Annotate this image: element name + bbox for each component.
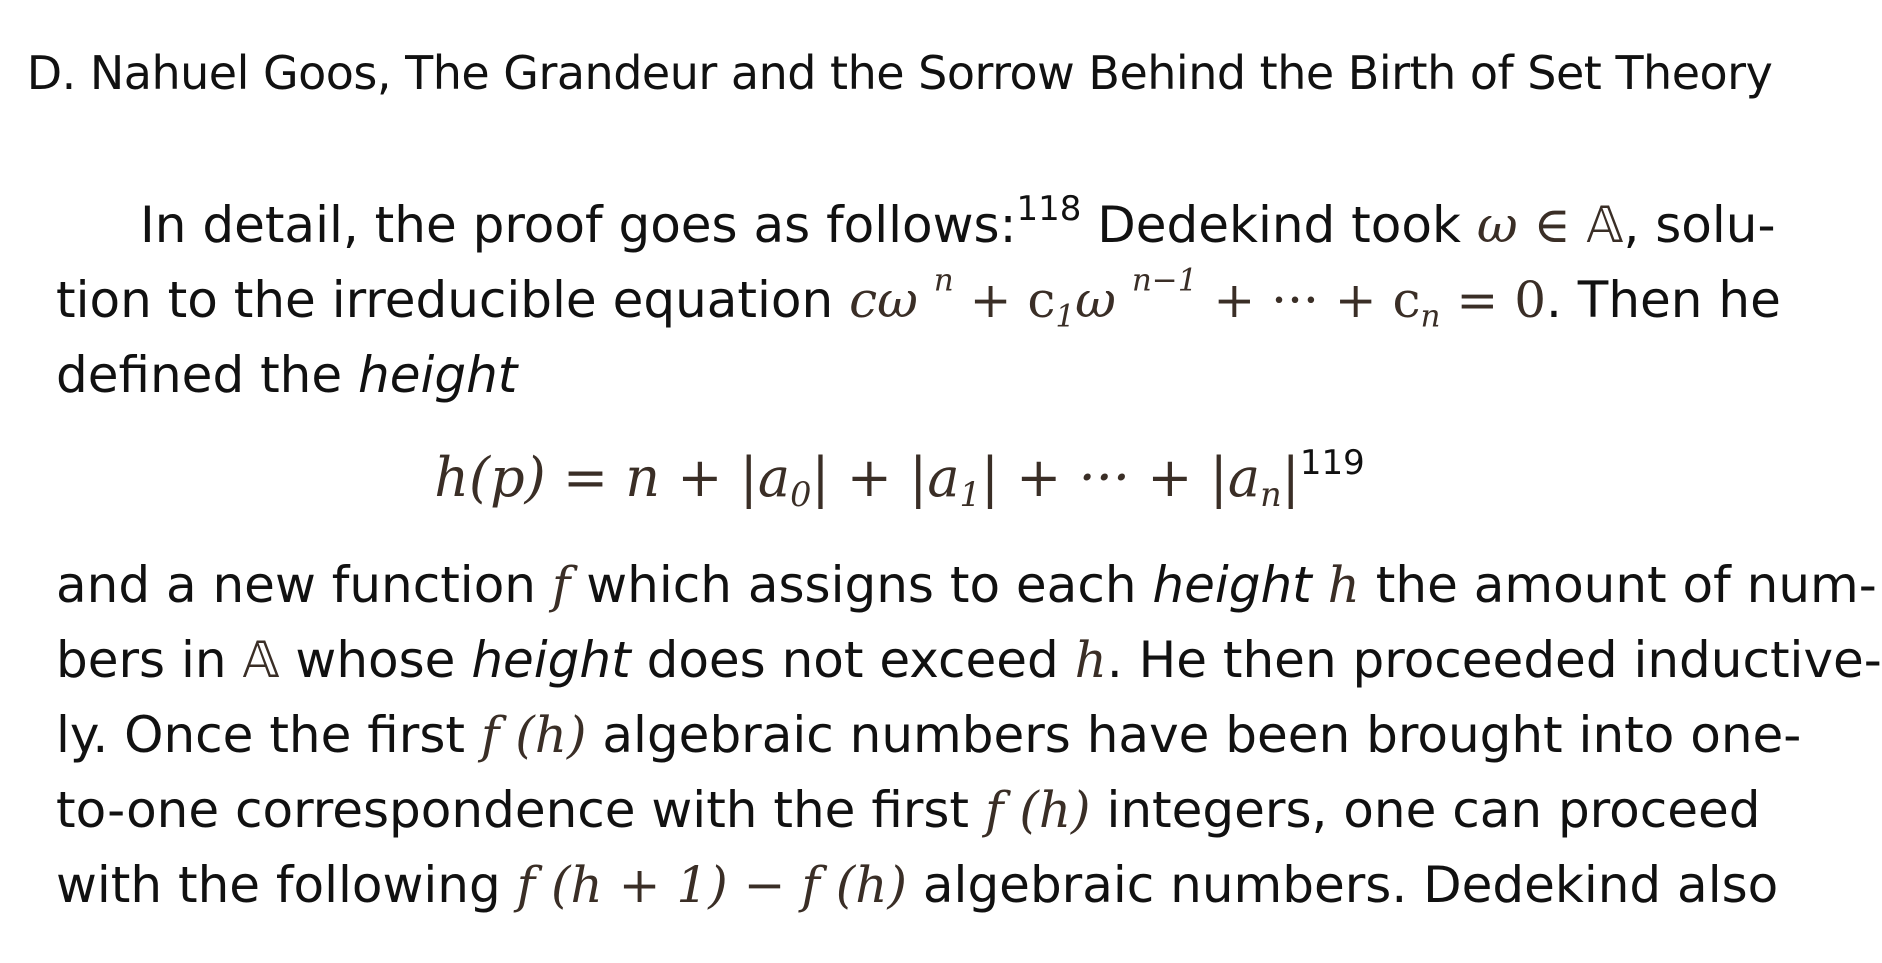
math-omega: ω ∈: [1476, 196, 1587, 254]
emphasis-height: height: [471, 631, 631, 689]
text-span: defined the: [56, 346, 359, 404]
math-part: + c: [953, 271, 1056, 329]
math-part: = 0: [1440, 271, 1547, 329]
text-span: algebraic numbers. Dedekind also: [907, 856, 1779, 914]
emphasis-height: height: [1152, 556, 1312, 614]
math-part: | + ··· + |a: [980, 446, 1261, 509]
paragraph-2-line-3: [56, 698, 1802, 773]
math-f-difference: f (h + 1) − f (h): [516, 856, 908, 914]
math-exponent: n−1: [1131, 262, 1198, 299]
text-span: integers, one can proceed: [1090, 781, 1761, 839]
math-part: h(p) = n + |a: [434, 446, 791, 509]
math-part: + ··· + c: [1197, 271, 1421, 329]
math-blackboard-A: 𝔸: [1586, 196, 1624, 254]
math-f-of-h: f (h): [984, 781, 1091, 839]
paragraph-2-line-1: [56, 548, 1877, 623]
paragraph-2-line-2: [56, 623, 1882, 698]
paragraph-1: [56, 188, 1781, 413]
math-omega-in-A: [1477, 196, 1624, 254]
text-span: . Then he: [1546, 271, 1781, 329]
math-exponent: n: [933, 262, 954, 299]
text-span: bers in: [56, 631, 243, 689]
text-span: . He then proceeded inductive-: [1106, 631, 1882, 689]
math-part: |: [1281, 446, 1300, 509]
math-polynomial-equation: [849, 262, 1547, 335]
math-height-formula: [434, 446, 1300, 515]
paragraph-2-line-4: [56, 773, 1761, 848]
text-span: and a new function: [56, 556, 552, 614]
footnote-ref-119[interactable]: 119: [1299, 442, 1365, 483]
math-subscript: 1: [959, 475, 981, 515]
paragraph-1-line-2: [56, 262, 1781, 338]
math-f: f: [551, 556, 571, 614]
math-subscript: n: [1420, 298, 1441, 335]
paragraph-1-line-1: [56, 188, 1776, 263]
text-span: In detail, the proof goes as follows:: [140, 196, 1017, 254]
text-span: with the following: [56, 856, 517, 914]
paragraph-1-line-3: [56, 338, 1746, 413]
display-equation: [0, 442, 1799, 515]
text-span: tion to the irreducible equation: [56, 271, 850, 329]
paragraph-2-line-5: [56, 848, 1779, 923]
math-subscript: 0: [790, 475, 812, 515]
text-span: algebraic numbers have been brought into one-: [586, 706, 1802, 764]
footnote-ref-118[interactable]: 118: [1016, 188, 1082, 229]
running-head: D. Nahuel Goos, The Grandeur and the Sorrow Behind the Birth of Set Theory: [26, 46, 1773, 100]
text-span: which assigns to each: [570, 556, 1153, 614]
math-subscript: n: [1260, 475, 1282, 515]
text-span: does not exceed: [630, 631, 1075, 689]
math-part: ω: [1075, 271, 1132, 329]
text-span: the amount of num-: [1359, 556, 1877, 614]
math-blackboard-A: 𝔸: [242, 631, 280, 689]
text-span: Dedekind took: [1081, 196, 1477, 254]
paragraph-2: [56, 548, 1882, 923]
text-span: to-one correspondence with the first: [56, 781, 985, 839]
emphasis-height: height: [358, 346, 518, 404]
text-span: whose: [279, 631, 472, 689]
math-part: | + |a: [811, 446, 960, 509]
math-h: h: [1311, 556, 1360, 614]
text-span: ly. Once the first: [56, 706, 481, 764]
math-subscript: 1: [1055, 298, 1076, 335]
math-h: h: [1074, 631, 1107, 689]
text-span: , solu-: [1623, 196, 1776, 254]
math-f-of-h: f (h): [480, 706, 587, 764]
math-part: cω: [849, 271, 934, 329]
